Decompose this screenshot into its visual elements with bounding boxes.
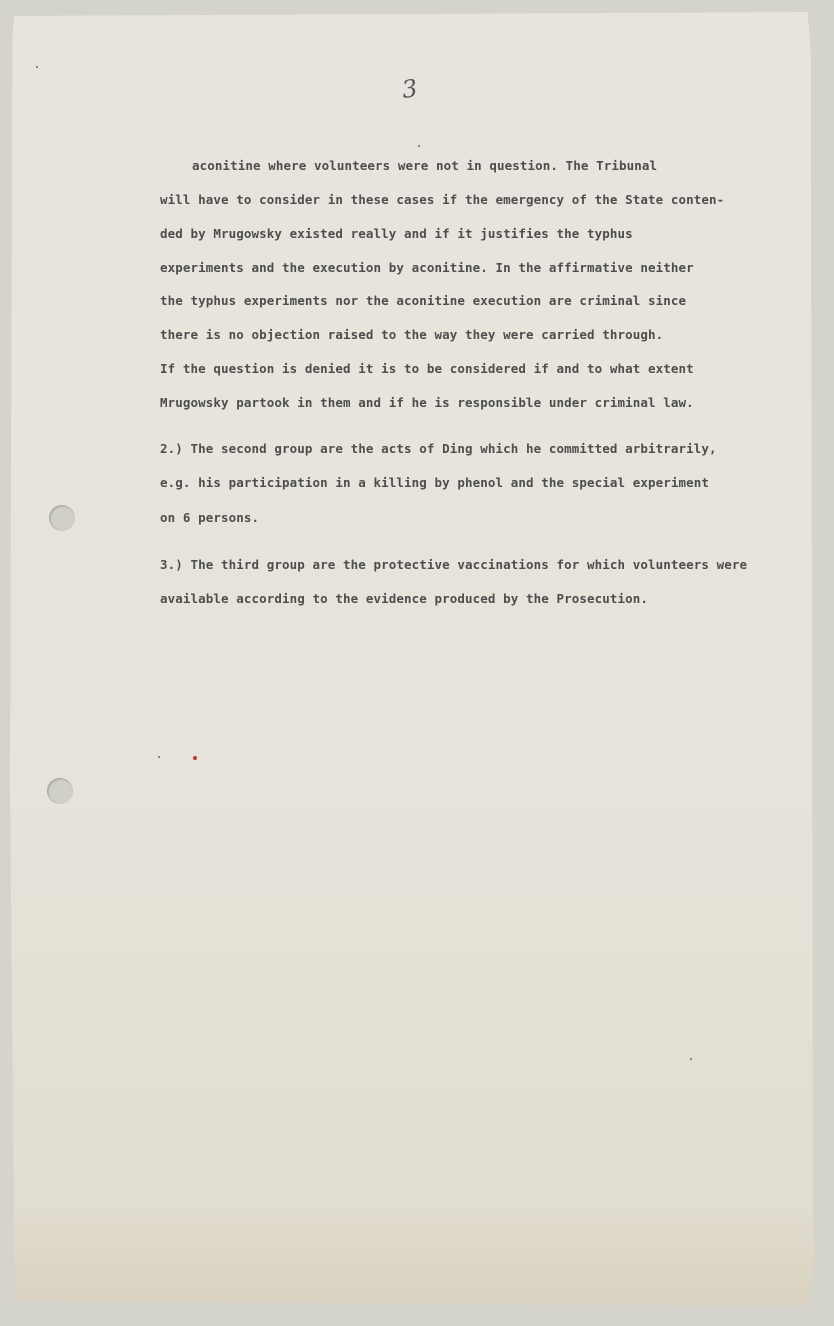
text-line: e.g. his participation in a killing by phenol and the special experiment bbox=[160, 475, 710, 490]
text-line: If the question is denied it is to be considered if and to what extent bbox=[160, 361, 694, 376]
text-line: ded by Mrugowsky existed really and if it justifies the typhus bbox=[160, 226, 633, 241]
paper-blemish bbox=[36, 66, 38, 68]
red-ink-speck bbox=[193, 756, 197, 760]
text-line: 3.) The third group are the protective vaccinations for which volunteers were bbox=[160, 557, 748, 572]
punch-hole-bottom bbox=[47, 778, 73, 804]
text-line: there is no objection raised to the way they were carried through. bbox=[160, 327, 664, 342]
text-line: 2.) The second group are the acts of Ding which he committed arbitrarily, bbox=[160, 441, 717, 456]
text-line: available according to the evidence produced by the Prosecution. bbox=[160, 591, 649, 606]
paper-blemish bbox=[690, 1058, 692, 1060]
page-number: 3 bbox=[400, 74, 420, 104]
text-line: Mrugowsky partook in them and if he is responsible under criminal law. bbox=[160, 395, 694, 410]
text-line: the typhus experiments nor the aconitine execution are criminal since bbox=[160, 293, 687, 308]
text-line: experiments and the execution by aconitine. In the affirmative neither bbox=[160, 260, 694, 275]
text-line: on 6 persons. bbox=[160, 510, 260, 525]
punch-hole-top bbox=[49, 505, 75, 531]
text-line: aconitine where volunteers were not in question. The Tribunal bbox=[192, 158, 658, 173]
text-line: will have to consider in these cases if the emergency of the State conten- bbox=[160, 192, 725, 207]
paper-blemish bbox=[158, 756, 160, 758]
paper-blemish bbox=[418, 145, 420, 147]
